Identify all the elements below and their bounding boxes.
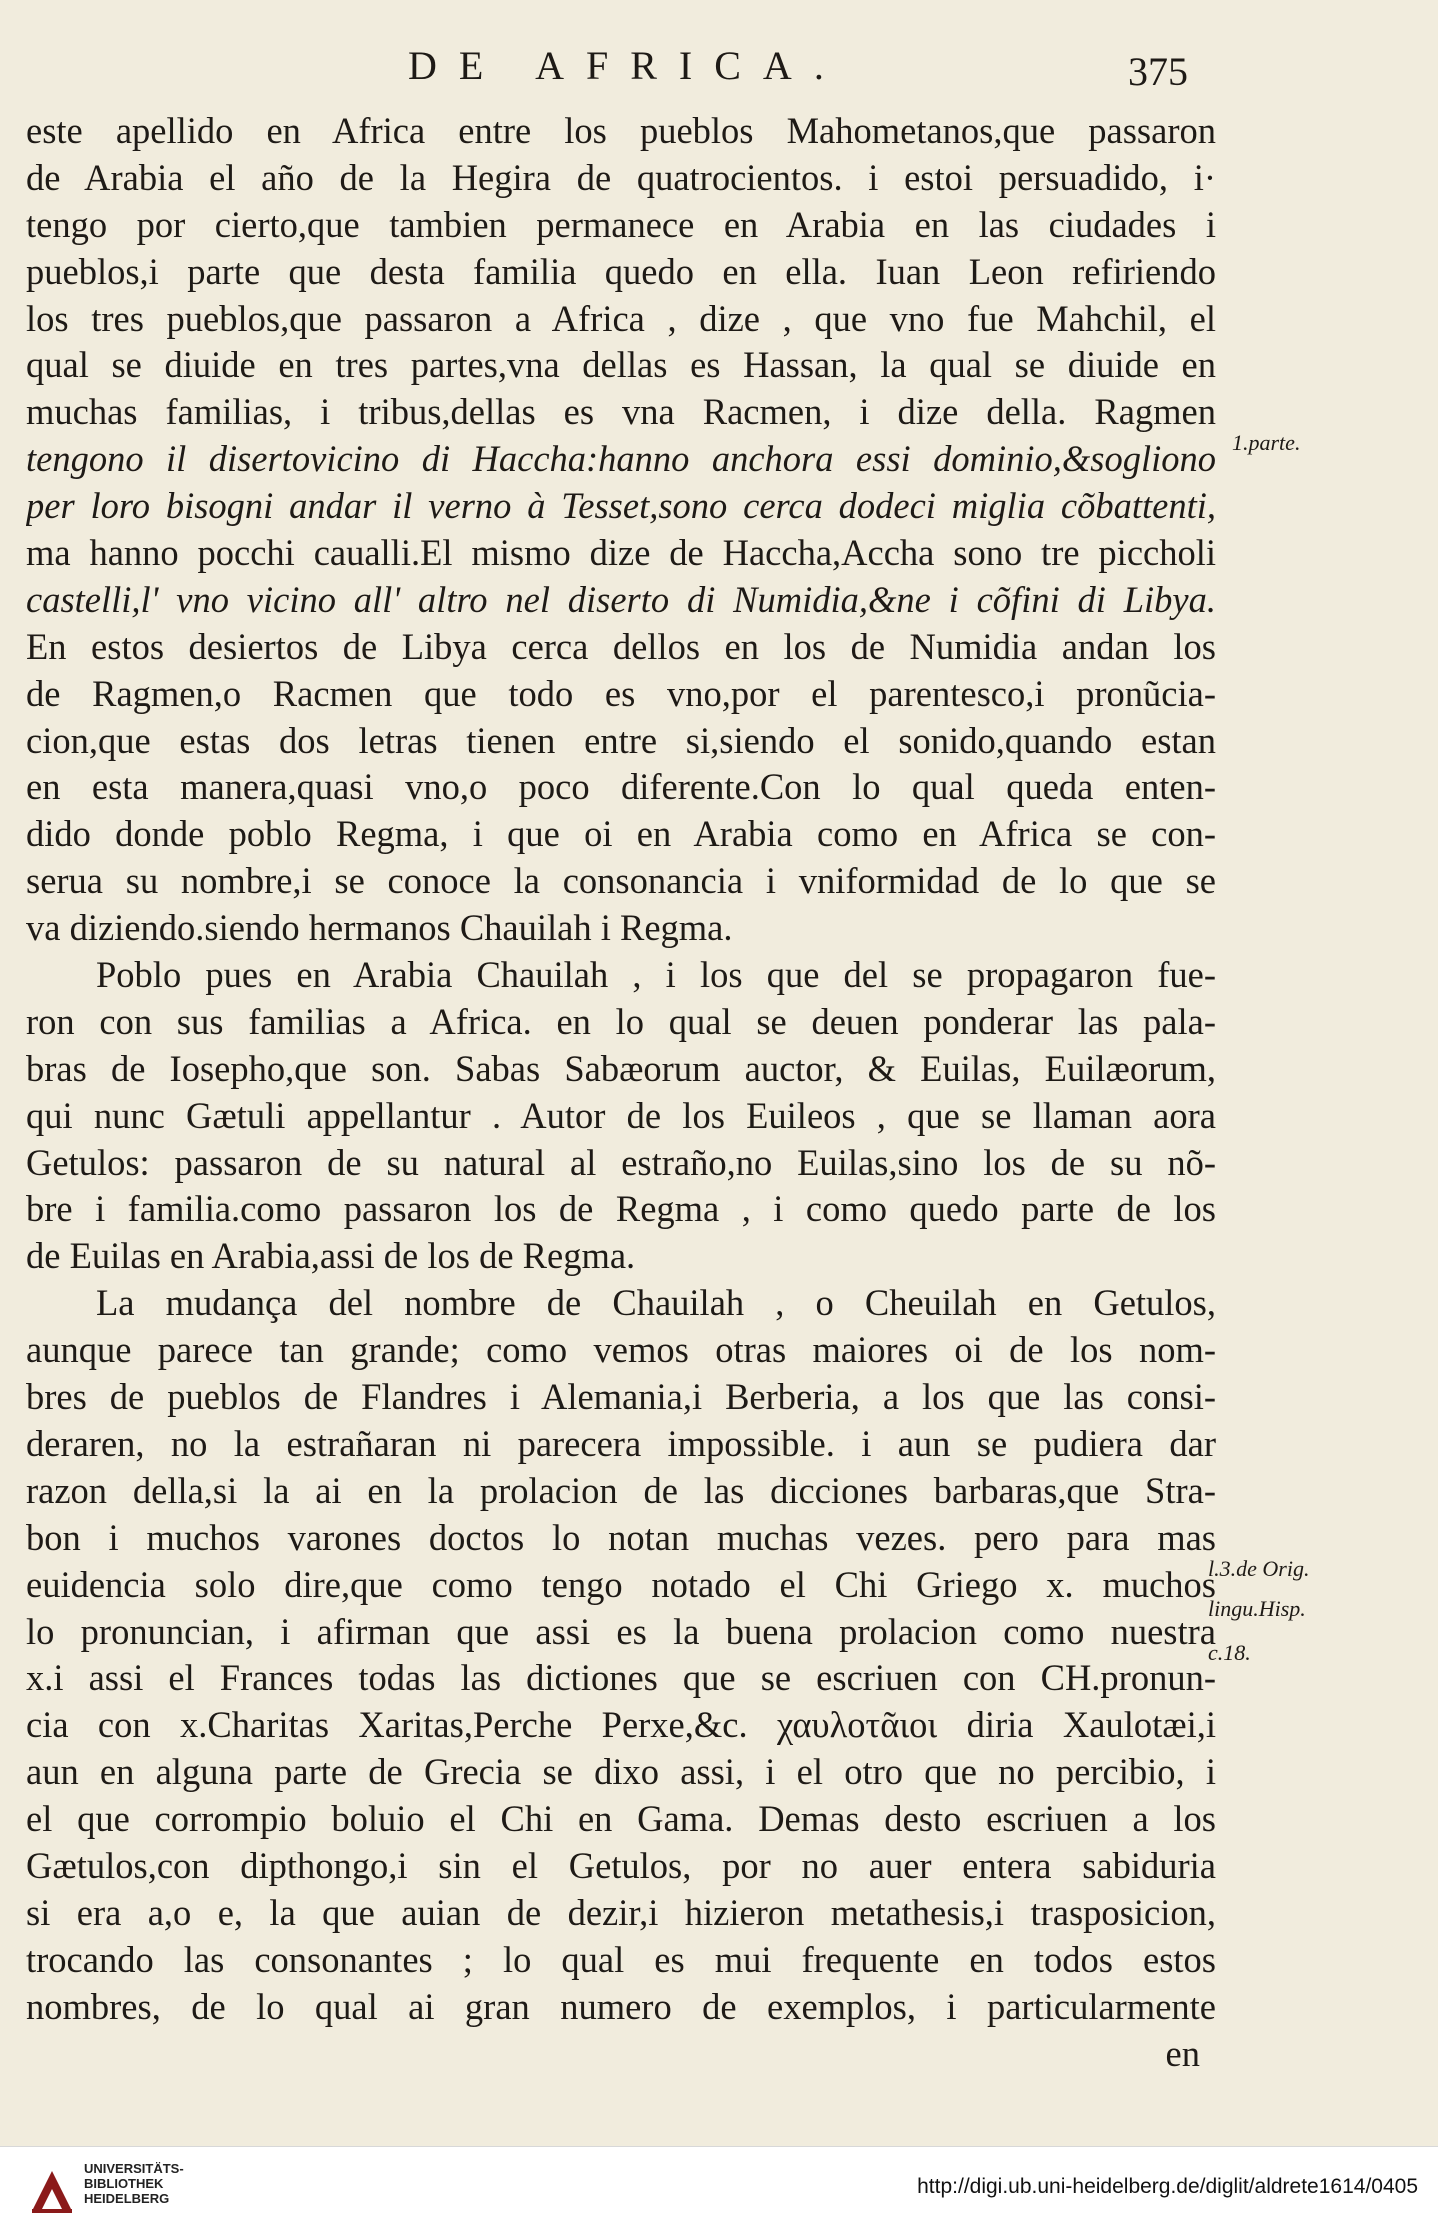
paragraph-start-line: La mudança del nombre de Chauilah , o Cheuilah en Getulos, [96,1282,1216,1324]
text-line: tengo por cierto,que tambien permanece en Arabia en las ciudades i [26,203,1216,245]
text-line: deraren, no la estrañaran ni parecera impossible. i aun se pudiera dar [26,1422,1216,1464]
text-line: si era a,o e, la que auian de dezir,i hizieron metathesis,i trasposicion, [26,1891,1216,1933]
text-line: ma hanno pocchi caualli.El mismo dize de Haccha,Accha sono tre piccholi [26,532,1216,574]
text-line: serua su nombre,i se conoce la consonancia i vniformidad de lo que se [26,860,1216,902]
text-line: qual se diuide en tres partes,vna dellas es Hassan, la qual se diuide en [26,344,1216,386]
text-line: per loro bisogni andar il verno à Tesset,sono cerca dodeci miglia cõbattenti, [26,485,1216,527]
text-line: bras de Iosepho,que son. Sabas Sabæorum auctor, & Euilas, Euilæorum, [26,1047,1216,1089]
page-header [0,42,1438,102]
text-line: en esta manera,quasi vno,o poco diferente.Con lo qual queda enten- [26,766,1216,808]
catchword: en [1165,2032,1200,2074]
text-line: este apellido en Africa entre los pueblos Mahometanos,que passaron [26,110,1216,151]
text-line: euidencia solo dire,que como tengo notado el Chi Griego x. muchos [26,1563,1216,1605]
text-line: cia con x.Charitas Xaritas,Perche Perxe,&c. χαυλοτᾶιοι diria Xaulotæi,i [26,1704,1216,1746]
paragraph-start-line: Poblo pues en Arabia Chauilah , i los que del se propagaron fue- [96,954,1216,996]
text-line: lo pronuncian, i afirman que assi es la buena prolacion como nuestra [26,1610,1216,1652]
permalink-url[interactable]: http://digi.ub.uni-heidelberg.de/diglit/aldrete1614/0405 [917,2175,1418,2198]
text-line: Getulos: passaron de su natural al estraño,no Euilas,sino los de su nõ- [26,1141,1216,1183]
text-line: pueblos,i parte que desta familia quedo en ella. Iuan Leon refiriendo [26,250,1216,292]
text-line: bre i familia.como passaron los de Regma , i como quedo parte de los [26,1188,1216,1230]
library-name [84,2161,184,2206]
text-line: dido donde poblo Regma, i que oi en Arabia como en Africa se con- [26,813,1216,855]
margin-note: 1.parte. [1232,430,1301,455]
text-line: qui nunc Gætuli appellantur . Autor de los Euileos , que se llaman aora [26,1094,1216,1136]
text-line: aun en alguna parte de Grecia se dixo assi, i el otro que no percibio, i [26,1751,1216,1793]
text-line: cion,que estas dos letras tienen entre si,siendo el sonido,quando estan [26,719,1216,761]
viewer-footer [0,2146,1438,2236]
text-line: los tres pueblos,que passaron a Africa , dize , que vno fue Mahchil, el [26,297,1216,339]
text-line: bres de pueblos de Flandres i Alemania,i Berberia, a los que las consi- [26,1376,1216,1418]
text-line: de Ragmen,o Racmen que todo es vno,por el parentesco,i pronũcia- [26,672,1216,714]
text-line: razon della,si la ai en la prolacion de las dicciones barbaras,que Stra- [26,1469,1216,1511]
text-line: bon i muchos varones doctos lo notan muchas vezes. pero para mas [26,1516,1216,1558]
text-line: el que corrompio boluio el Chi en Gama. Demas desto escriuen a los [26,1798,1216,1840]
text-line: aunque parece tan grande; como vemos otras maiores oi de los nom- [26,1329,1216,1371]
text-line: tengono il disertovicino di Haccha:hanno anchora essi dominio,&sogliono [26,438,1216,480]
page-number: 375 [1128,49,1188,94]
text-line: nombres, de lo qual ai gran numero de exemplos, i particularmente [26,1985,1216,2027]
library-name-line: HEIDELBERG [84,2191,170,2206]
running-title: DE AFRICA. [408,43,846,88]
body-text [26,108,1216,2077]
text-line: muchas familias, i tribus,dellas es vna Racmen, i dize della. Ragmen [26,391,1216,433]
text-line: En estos desiertos de Libya cerca dellos en los de Numidia andan los [26,625,1216,667]
library-name-line: BIBLIOTHEK [84,2176,164,2191]
text-line: va diziendo.siendo hermanos Chauilah i Regma. [26,907,733,949]
text-line: ron con sus familias a Africa. en lo qual se deuen ponderar las pala- [26,1000,1216,1042]
text-line: de Euilas en Arabia,assi de los de Regma. [26,1235,636,1277]
margin-note: lingu.Hisp. [1208,1596,1306,1621]
text-line: trocando las consonantes ; lo qual es mui frequente en todos estos [26,1938,1216,1980]
text-line: de Arabia el año de la Hegira de quatrocientos. i estoi persuadido, i· [26,156,1216,198]
margin-note: l.3.de Orig. [1208,1556,1310,1581]
margin-note: c.18. [1208,1640,1251,1665]
library-name-line: UNIVERSITÄTS- [84,2161,184,2176]
university-library-logo-icon [26,2165,78,2217]
text-line: castelli,l' vno vicino all' altro nel diserto di Numidia,&ne i cõfini di Libya. [26,578,1216,620]
text-line: x.i assi el Frances todas las dictiones que se escriuen con CH.pronun- [26,1657,1216,1699]
text-line: Gætulos,con dipthongo,i sin el Getulos, por no auer entera sabiduria [26,1844,1216,1886]
